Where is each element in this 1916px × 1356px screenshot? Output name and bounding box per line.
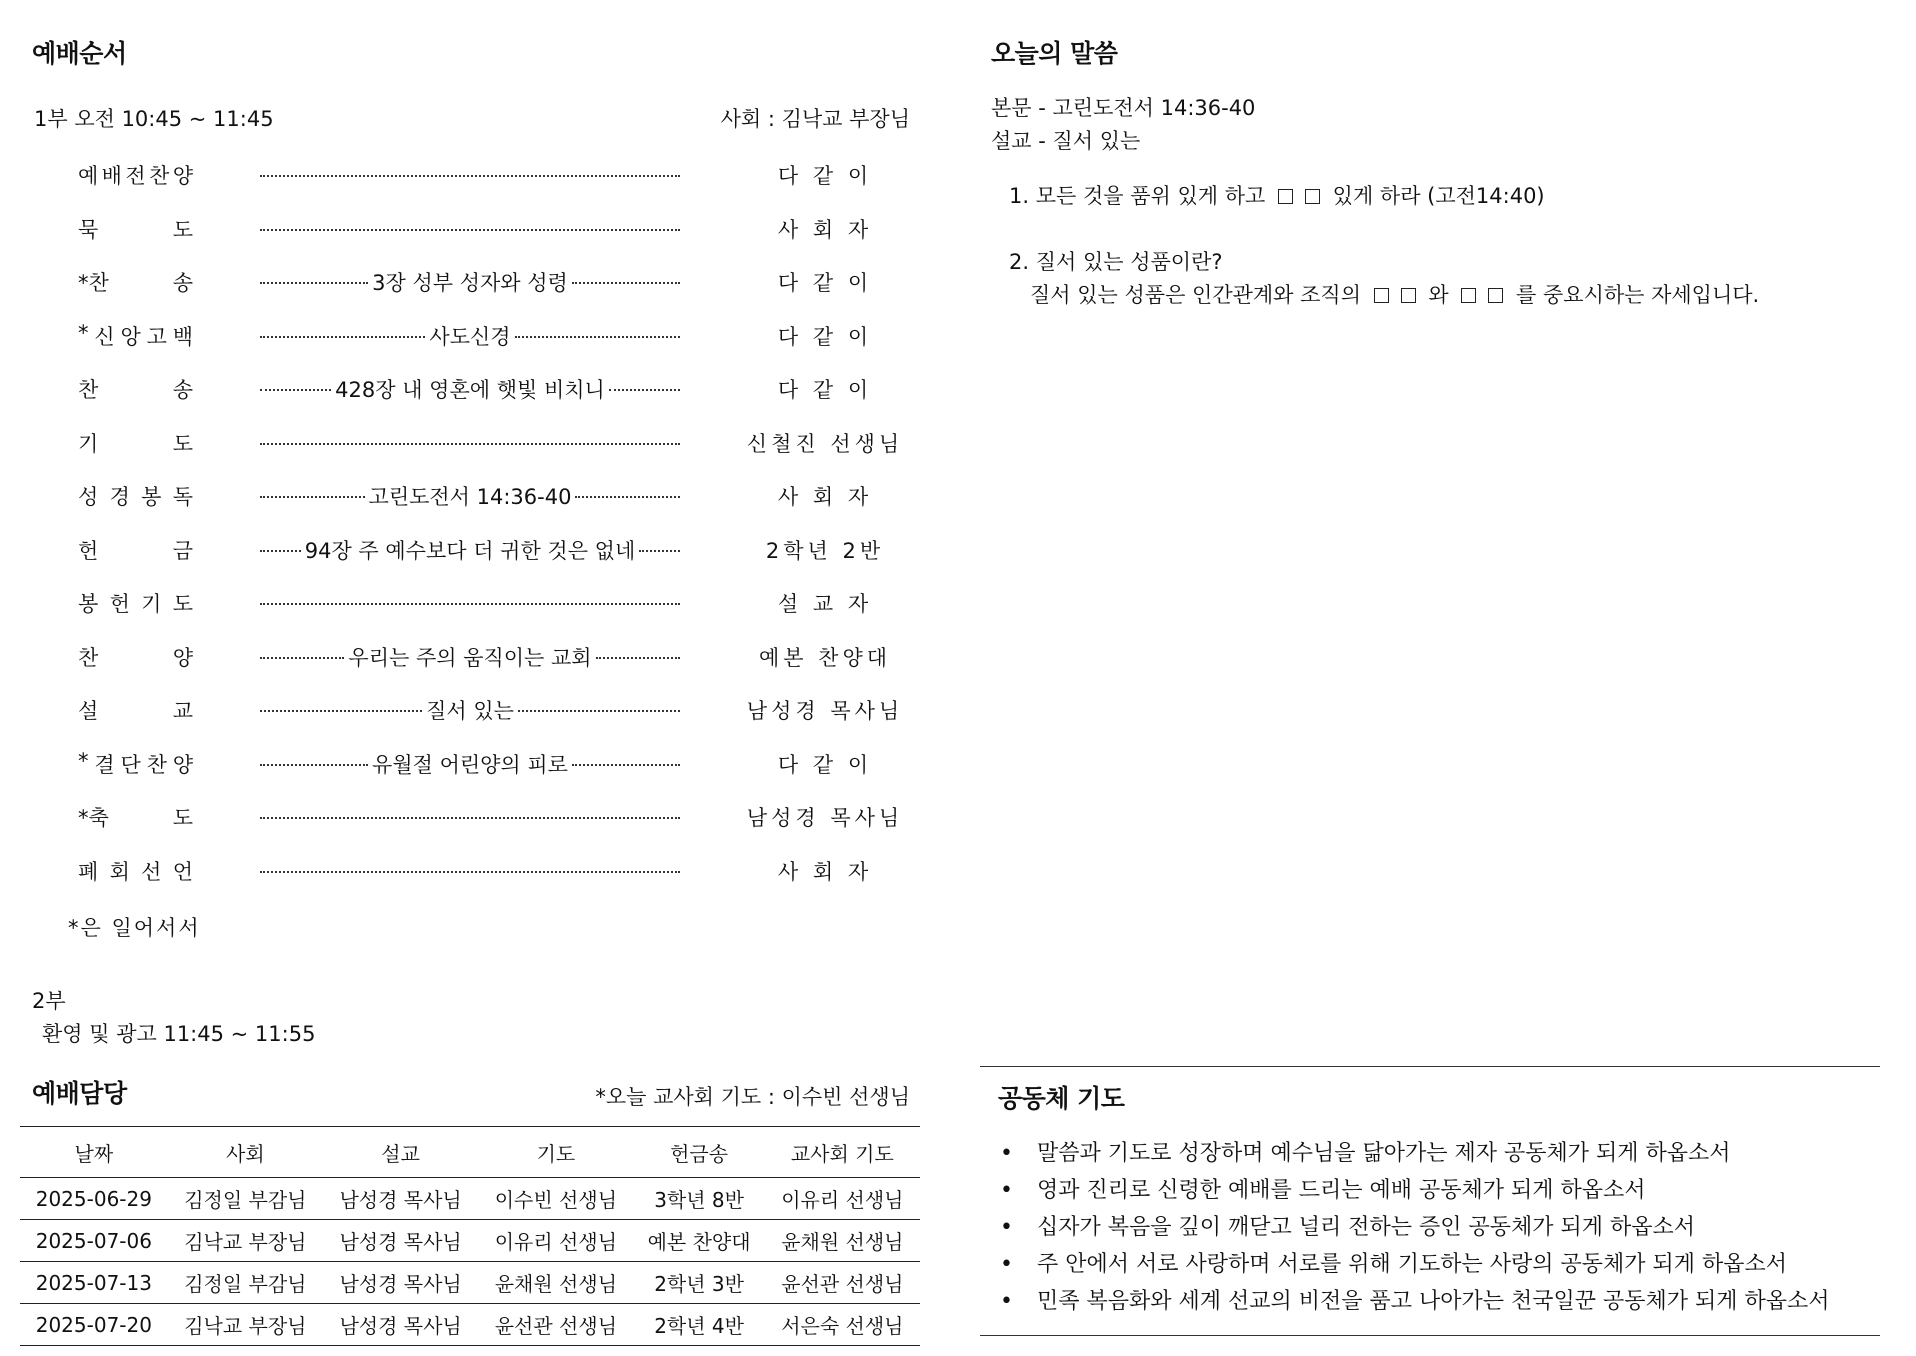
order-item-label-part: 언 bbox=[172, 859, 193, 884]
order-item-label-part: 도 bbox=[172, 806, 193, 830]
order-item-label-part: 백 bbox=[172, 324, 193, 349]
stand-note: *은 일어서서 bbox=[68, 916, 201, 940]
order-item-label-part: *축 bbox=[78, 806, 109, 830]
part2-label: 2부 bbox=[32, 989, 66, 1013]
prayer-bottom-divider bbox=[980, 1335, 1880, 1336]
blank-box bbox=[1278, 189, 1293, 204]
order-item-label-part: 교 bbox=[172, 699, 193, 723]
order-item-text: 고린도전서 14:36-40 bbox=[368, 485, 572, 509]
duty-header-cell: 헌금송 bbox=[634, 1127, 765, 1178]
order-item-content bbox=[260, 227, 680, 231]
table-cell: 윤선관 선생님 bbox=[478, 1304, 633, 1346]
order-item-label-part: 금 bbox=[172, 538, 193, 563]
prayer-top-divider bbox=[980, 1066, 1880, 1067]
question-2-answer bbox=[1030, 279, 1759, 309]
table-row bbox=[20, 1304, 920, 1346]
blank-box bbox=[1488, 288, 1503, 303]
table-cell: 남성경 목사님 bbox=[323, 1178, 478, 1220]
order-item-label-part: 앙 bbox=[120, 324, 141, 349]
dot-leader bbox=[515, 336, 680, 338]
order-row bbox=[20, 374, 920, 404]
order-row bbox=[20, 749, 920, 779]
order-item-label bbox=[78, 588, 193, 618]
order-item-label-part: 경 bbox=[109, 485, 130, 509]
prayer-item: • 민족 복음화와 세계 선교의 비전을 품고 나아가는 천국일꾼 공동체가 되게 하옵소서 bbox=[1000, 1283, 1880, 1320]
dot-leader bbox=[260, 496, 365, 498]
table-cell: 김낙교 부장님 bbox=[168, 1220, 323, 1262]
order-item-label-part: 송 bbox=[172, 378, 193, 402]
order-item-content bbox=[260, 173, 680, 177]
order-item-text: 사도신경 bbox=[429, 324, 511, 349]
word-title: 오늘의 말씀 bbox=[991, 39, 1118, 68]
table-cell: 2025-07-06 bbox=[20, 1220, 168, 1262]
table-row bbox=[20, 1262, 920, 1304]
duty-header-cell: 교사회 기도 bbox=[765, 1127, 920, 1178]
table-cell: 2학년 4반 bbox=[634, 1304, 765, 1346]
sermon-line: 설교 - 질서 있는 bbox=[991, 129, 1141, 153]
order-item-label-part: 선 bbox=[141, 859, 162, 884]
duty-header-cell: 사회 bbox=[168, 1127, 323, 1178]
order-item-label-part: 예 bbox=[78, 164, 99, 188]
order-item-content bbox=[260, 642, 680, 672]
table-cell: 예본 찬양대 bbox=[634, 1220, 765, 1262]
dot-leader bbox=[260, 443, 680, 445]
prayer-item: • 영과 진리로 신령한 예배를 드리는 예배 공동체가 되게 하옵소서 bbox=[1000, 1172, 1880, 1209]
order-item-person: 다 같 이 bbox=[777, 324, 873, 349]
order-item-content bbox=[260, 749, 680, 779]
order-item-text: 우리는 주의 움직이는 교회 bbox=[348, 645, 592, 670]
order-item-person: 사 회 자 bbox=[777, 859, 873, 884]
duty-table-header bbox=[20, 1127, 920, 1178]
order-item-text: 94장 주 예수보다 더 귀한 것은 없네 bbox=[304, 538, 636, 563]
blank-box bbox=[1305, 189, 1320, 204]
order-row bbox=[20, 428, 920, 458]
table-row bbox=[20, 1178, 920, 1220]
order-item-text: 질서 있는 bbox=[426, 699, 514, 723]
table-cell: 이수빈 선생님 bbox=[478, 1178, 633, 1220]
table-cell: 이유리 선생님 bbox=[765, 1178, 920, 1220]
order-item-label-part: 양 bbox=[172, 752, 193, 777]
order-item-label-part: 송 bbox=[172, 271, 193, 295]
order-item-label-part: 고 bbox=[146, 324, 167, 349]
duty-title: 예배담당 bbox=[32, 1079, 127, 1108]
dot-leader bbox=[260, 710, 422, 712]
prayer-list bbox=[1000, 1135, 1880, 1320]
order-item-label-part: 헌 bbox=[78, 538, 99, 563]
order-item-content bbox=[260, 267, 680, 297]
dot-leader bbox=[260, 336, 425, 338]
order-item-label-part: * bbox=[78, 320, 89, 345]
order-item-label-part: 묵 bbox=[78, 217, 99, 242]
order-item-label-part: 헌 bbox=[109, 592, 130, 616]
order-item-label-part: 독 bbox=[172, 485, 193, 509]
question-2-text-a: 질서 있는 성품은 인간관계와 조직의 bbox=[1030, 283, 1361, 307]
order-item-label-part: 폐 bbox=[78, 859, 99, 884]
table-cell: 2025-07-13 bbox=[20, 1262, 168, 1304]
order-item-content bbox=[260, 535, 680, 565]
prayer-item: • 십자가 복음을 깊이 깨닫고 널리 전하는 증인 공동체가 되게 하옵소서 bbox=[1000, 1209, 1880, 1246]
dot-leader bbox=[572, 282, 680, 284]
order-item-person: 설 교 자 bbox=[777, 592, 873, 616]
duty-header-cell: 기도 bbox=[478, 1127, 633, 1178]
table-cell: 김정일 부감님 bbox=[168, 1178, 323, 1220]
question-2-text-b: 와 bbox=[1428, 283, 1449, 307]
table-cell: 이유리 선생님 bbox=[478, 1220, 633, 1262]
dot-leader bbox=[260, 817, 680, 819]
order-item-label bbox=[78, 642, 193, 672]
dot-leader bbox=[260, 603, 680, 605]
order-item-label-part: 결 bbox=[94, 752, 115, 777]
dot-leader bbox=[575, 496, 680, 498]
table-cell: 2학년 3반 bbox=[634, 1262, 765, 1304]
table-cell: 2025-06-29 bbox=[20, 1178, 168, 1220]
scripture-line: 본문 - 고린도전서 14:36-40 bbox=[991, 96, 1256, 120]
order-item-label bbox=[78, 535, 193, 565]
dot-leader bbox=[609, 389, 680, 391]
order-item-content bbox=[260, 441, 680, 445]
dot-leader bbox=[260, 282, 368, 284]
order-item-label bbox=[78, 802, 193, 832]
order-item-content bbox=[260, 321, 680, 351]
order-item-text: 3장 성부 성자와 성령 bbox=[372, 271, 568, 295]
order-item-label bbox=[78, 695, 193, 725]
order-row bbox=[20, 214, 920, 244]
order-item-label bbox=[78, 481, 193, 511]
duty-header-cell: 날짜 bbox=[20, 1127, 168, 1178]
order-row bbox=[20, 856, 920, 886]
part2-text: 환영 및 광고 11:45 ~ 11:55 bbox=[42, 1022, 316, 1046]
order-title: 예배순서 bbox=[32, 39, 127, 68]
prayer-item: • 주 안에서 서로 사랑하며 서로를 위해 기도하는 사랑의 공동체가 되게 하옵소서 bbox=[1000, 1246, 1880, 1283]
order-item-label-part: 찬 bbox=[78, 645, 99, 670]
dot-leader bbox=[596, 657, 680, 659]
dot-leader bbox=[260, 871, 680, 873]
order-item-label bbox=[78, 321, 193, 351]
order-row bbox=[20, 481, 920, 511]
order-item-person: 다 같 이 bbox=[777, 271, 873, 295]
order-item-label-part: 도 bbox=[172, 431, 193, 456]
order-item-person: 예본 찬양대 bbox=[758, 645, 892, 670]
order-item-content bbox=[260, 815, 680, 819]
table-row bbox=[20, 1220, 920, 1262]
order-item-label bbox=[78, 214, 193, 244]
order-row bbox=[20, 535, 920, 565]
order-item-label bbox=[78, 374, 193, 404]
order-item-content bbox=[260, 601, 680, 605]
table-cell: 윤채원 선생님 bbox=[478, 1262, 633, 1304]
question-2-text-c: 를 중요시하는 자세입니다. bbox=[1516, 283, 1760, 307]
table-cell: 서은숙 선생님 bbox=[765, 1304, 920, 1346]
order-item-label-part: 봉 bbox=[78, 592, 99, 616]
question-2: 2. 질서 있는 성품이란? bbox=[1009, 250, 1223, 274]
part1-host: 사회 : 김낙교 부장님 bbox=[720, 107, 910, 131]
table-cell: 남성경 목사님 bbox=[323, 1220, 478, 1262]
order-item-label-part: 기 bbox=[141, 592, 162, 616]
order-item-label-part: 도 bbox=[172, 217, 193, 242]
dot-leader bbox=[260, 657, 344, 659]
duty-header-cell: 설교 bbox=[323, 1127, 478, 1178]
order-item-label-part: 배 bbox=[101, 164, 122, 188]
dot-leader bbox=[260, 175, 680, 177]
dot-leader bbox=[639, 550, 680, 552]
question-1-text-b: 있게 하라 (고전14:40) bbox=[1332, 184, 1545, 208]
order-row bbox=[20, 802, 920, 832]
duty-note: *오늘 교사회 기도 : 이수빈 선생님 bbox=[595, 1085, 910, 1109]
order-item-label-part: 양 bbox=[172, 645, 193, 670]
order-row bbox=[20, 642, 920, 672]
blank-box bbox=[1461, 288, 1476, 303]
order-row bbox=[20, 160, 920, 190]
order-item-person: 남성경 목사님 bbox=[746, 699, 904, 723]
duty-table-body bbox=[20, 1178, 920, 1346]
order-item-person: 남성경 목사님 bbox=[746, 806, 904, 830]
order-item-label-part: 양 bbox=[172, 164, 193, 188]
table-cell: 김낙교 부장님 bbox=[168, 1304, 323, 1346]
question-1 bbox=[1009, 180, 1545, 210]
dot-leader bbox=[260, 389, 331, 391]
order-item-label-part: 설 bbox=[78, 699, 99, 723]
order-item-text: 428장 내 영혼에 햇빛 비치니 bbox=[335, 378, 605, 402]
blank-box bbox=[1374, 288, 1389, 303]
order-item-person: 사 회 자 bbox=[777, 217, 873, 242]
order-item-person: 다 같 이 bbox=[777, 378, 873, 402]
order-item-label-part: 도 bbox=[172, 592, 193, 616]
table-cell: 남성경 목사님 bbox=[323, 1262, 478, 1304]
blank-box bbox=[1401, 288, 1416, 303]
dot-leader bbox=[260, 764, 368, 766]
dot-leader bbox=[260, 550, 301, 552]
question-1-text-a: 1. 모든 것을 품위 있게 하고 bbox=[1009, 184, 1266, 208]
order-item-label-part: 봉 bbox=[141, 485, 162, 509]
dot-leader bbox=[518, 710, 680, 712]
order-item-label-part: 성 bbox=[78, 485, 99, 509]
order-row bbox=[20, 588, 920, 618]
order-item-label bbox=[78, 160, 193, 190]
prayer-item: • 말씀과 기도로 성장하며 예수님을 닮아가는 제자 공동체가 되게 하옵소서 bbox=[1000, 1135, 1880, 1172]
order-item-person: 다 같 이 bbox=[777, 164, 873, 188]
order-item-person: 2학년 2반 bbox=[765, 538, 885, 563]
table-cell: 윤채원 선생님 bbox=[765, 1220, 920, 1262]
order-item-content bbox=[260, 695, 680, 725]
table-cell: 2025-07-20 bbox=[20, 1304, 168, 1346]
order-row bbox=[20, 267, 920, 297]
order-item-label-part: 기 bbox=[78, 431, 99, 456]
order-item-label-part: 단 bbox=[120, 752, 141, 777]
table-cell: 윤선관 선생님 bbox=[765, 1262, 920, 1304]
dot-leader bbox=[572, 764, 680, 766]
order-item-content bbox=[260, 869, 680, 873]
order-item-person: 신철진 선생님 bbox=[746, 431, 904, 456]
table-cell: 남성경 목사님 bbox=[323, 1304, 478, 1346]
order-item-text: 유월절 어린양의 피로 bbox=[372, 752, 568, 777]
order-item-label-part: 전 bbox=[125, 164, 146, 188]
part1-time: 1부 오전 10:45 ~ 11:45 bbox=[34, 107, 274, 131]
dot-leader bbox=[260, 229, 680, 231]
order-item-label bbox=[78, 749, 193, 779]
order-item-label-part: * bbox=[78, 748, 89, 773]
order-item-label bbox=[78, 856, 193, 886]
order-item-label-part: 회 bbox=[109, 859, 130, 884]
table-cell: 3학년 8반 bbox=[634, 1178, 765, 1220]
order-item-label bbox=[78, 428, 193, 458]
order-item-label-part: 찬 bbox=[149, 164, 170, 188]
order-item-label bbox=[78, 267, 193, 297]
order-row bbox=[20, 695, 920, 725]
order-item-content bbox=[260, 481, 680, 511]
table-cell: 김정일 부감님 bbox=[168, 1262, 323, 1304]
order-item-person: 다 같 이 bbox=[777, 752, 873, 777]
order-row bbox=[20, 321, 920, 351]
order-item-content bbox=[260, 374, 680, 404]
order-item-label-part: 신 bbox=[94, 324, 115, 349]
order-item-label-part: 찬 bbox=[78, 378, 99, 402]
order-item-label-part: 찬 bbox=[146, 752, 167, 777]
order-item-label-part: *찬 bbox=[78, 271, 109, 295]
part1-header bbox=[34, 103, 910, 133]
duty-table bbox=[20, 1126, 920, 1346]
prayer-title: 공동체 기도 bbox=[998, 1084, 1125, 1113]
order-item-person: 사 회 자 bbox=[777, 485, 873, 509]
